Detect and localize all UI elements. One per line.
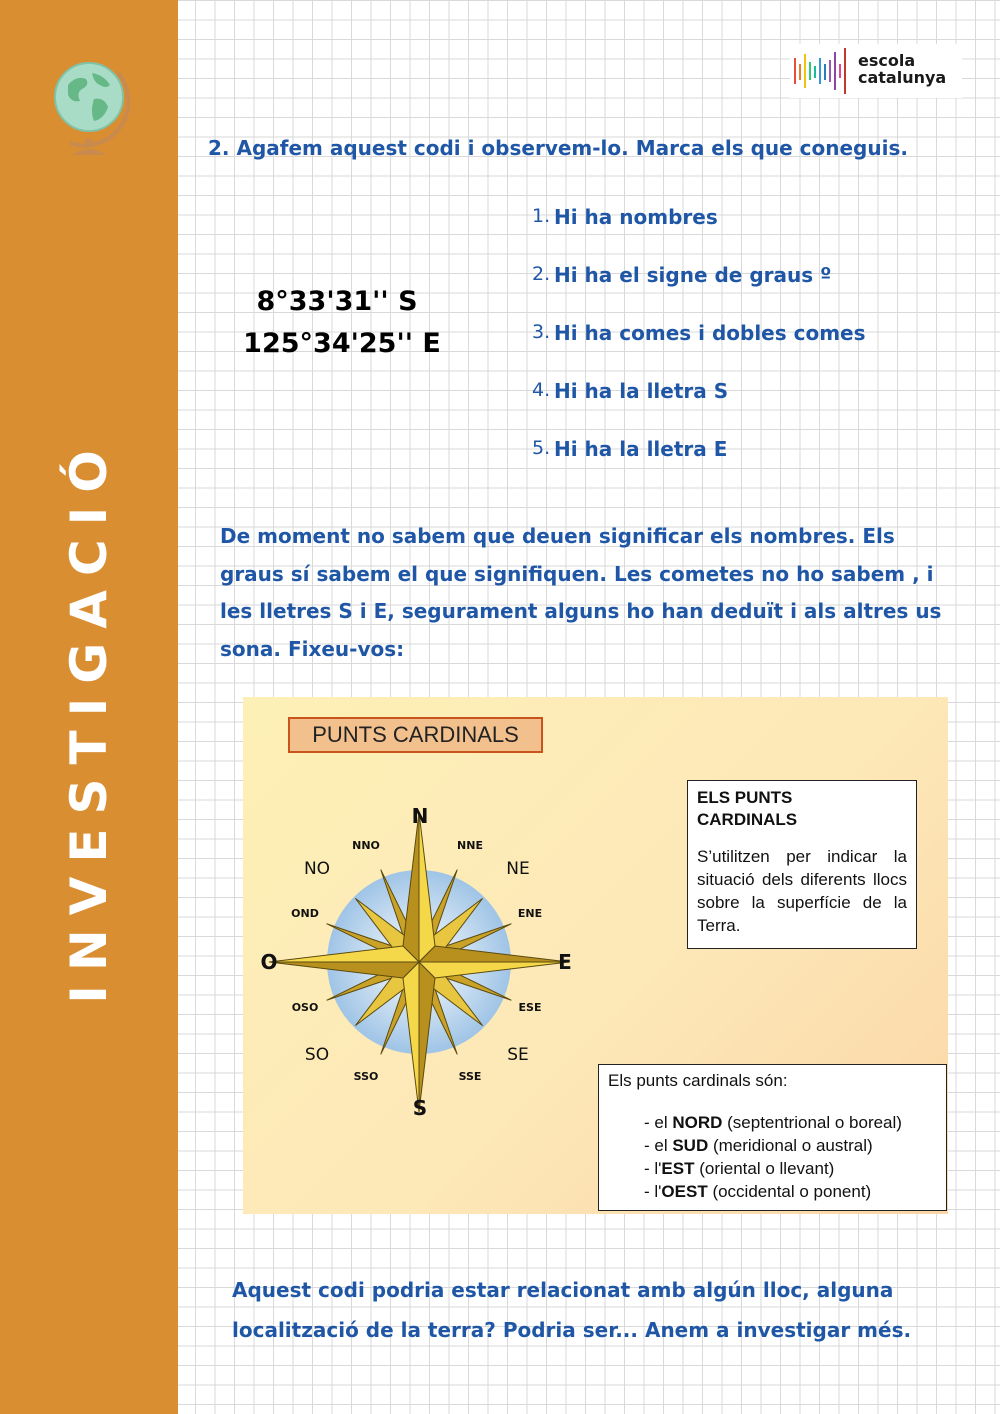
item-number: 4.	[532, 379, 551, 401]
svg-text:SSO: SSO	[353, 1070, 379, 1083]
checklist-item[interactable]	[532, 379, 866, 437]
cardinal-list-intro: Els punts cardinals són:	[608, 1071, 788, 1090]
item-number: 1.	[532, 205, 551, 227]
svg-text:OSO: OSO	[291, 1001, 319, 1014]
definition-text: S’utilitzen per indicar la situació dels diferents llocs sobre la superfície de la Terra.	[697, 847, 907, 935]
cardinal-list-item: - l'EST (oriental o llevant)	[644, 1159, 835, 1178]
explanation-paragraph: De moment no sabem que deuen significar els nombres. Els graus sí sabem el que signifiquen. Les cometes no ho sabem , i les lletres S i E, segurament alguns ho han deduït i als altres us sona. Fixeu-vos:	[220, 524, 942, 661]
item-label: Hi ha la lletra E	[554, 437, 728, 461]
logo-text: escola catalunya	[858, 51, 947, 87]
checklist	[532, 205, 866, 495]
cardinal-list-item: - el NORD (septentrional o boreal)	[644, 1113, 902, 1132]
item-number: 3.	[532, 321, 551, 343]
svg-text:N: N	[411, 804, 429, 828]
item-label: Hi ha comes i dobles comes	[554, 321, 866, 345]
svg-text:NNO: NNO	[352, 839, 380, 852]
compass-rose-icon	[243, 797, 593, 1117]
final-question: Aquest codi podria estar relacionat amb algún lloc, alguna localització de la terra? Podria ser... Anem a investigar més.	[232, 1278, 912, 1342]
item-number: 2.	[532, 263, 551, 285]
svg-text:SE: SE	[507, 1045, 529, 1065]
checklist-item[interactable]	[532, 321, 866, 379]
cardinal-points-figure	[243, 697, 948, 1214]
question-title: 2. Agafem aquest codi i observem-lo. Marca els que coneguis.	[208, 136, 908, 160]
logo-bars-icon	[790, 44, 854, 98]
svg-text:NE: NE	[506, 859, 530, 879]
sidebar	[0, 0, 178, 1414]
checklist-item[interactable]	[532, 437, 866, 495]
definition-heading: ELS PUNTS CARDINALS	[697, 788, 798, 829]
cardinal-list-item: - l'OEST (occidental o ponent)	[644, 1182, 872, 1201]
figure-title: PUNTS CARDINALS	[288, 717, 543, 753]
svg-text:E: E	[558, 950, 572, 974]
item-label: Hi ha nombres	[554, 205, 718, 229]
item-label: Hi ha el signe de graus º	[554, 263, 832, 287]
globe-icon	[48, 55, 130, 161]
svg-text:SO: SO	[304, 1045, 330, 1065]
item-number: 5.	[532, 437, 551, 459]
coordinate-longitude: 125°34'25'' E	[243, 328, 441, 359]
svg-text:NO: NO	[303, 859, 331, 879]
definition-box	[687, 780, 917, 949]
cardinal-list-box	[598, 1064, 947, 1211]
svg-text:NNE: NNE	[457, 839, 483, 852]
escola-catalunya-logo	[790, 44, 962, 98]
checklist-item[interactable]	[532, 205, 866, 263]
coordinate-latitude: 8°33'31'' S	[256, 286, 418, 317]
svg-text:OND: OND	[291, 907, 319, 920]
svg-text:S: S	[412, 1096, 428, 1117]
checklist-item[interactable]	[532, 263, 866, 321]
svg-text:O: O	[260, 950, 278, 974]
svg-text:ESE: ESE	[518, 1001, 542, 1014]
svg-text:SSE: SSE	[458, 1070, 482, 1083]
item-label: Hi ha la lletra S	[554, 379, 729, 403]
cardinal-list-item: - el SUD (meridional o austral)	[644, 1136, 873, 1155]
svg-text:ENE: ENE	[517, 907, 543, 920]
sidebar-title: INVESTIGACIÓ	[60, 436, 118, 1004]
